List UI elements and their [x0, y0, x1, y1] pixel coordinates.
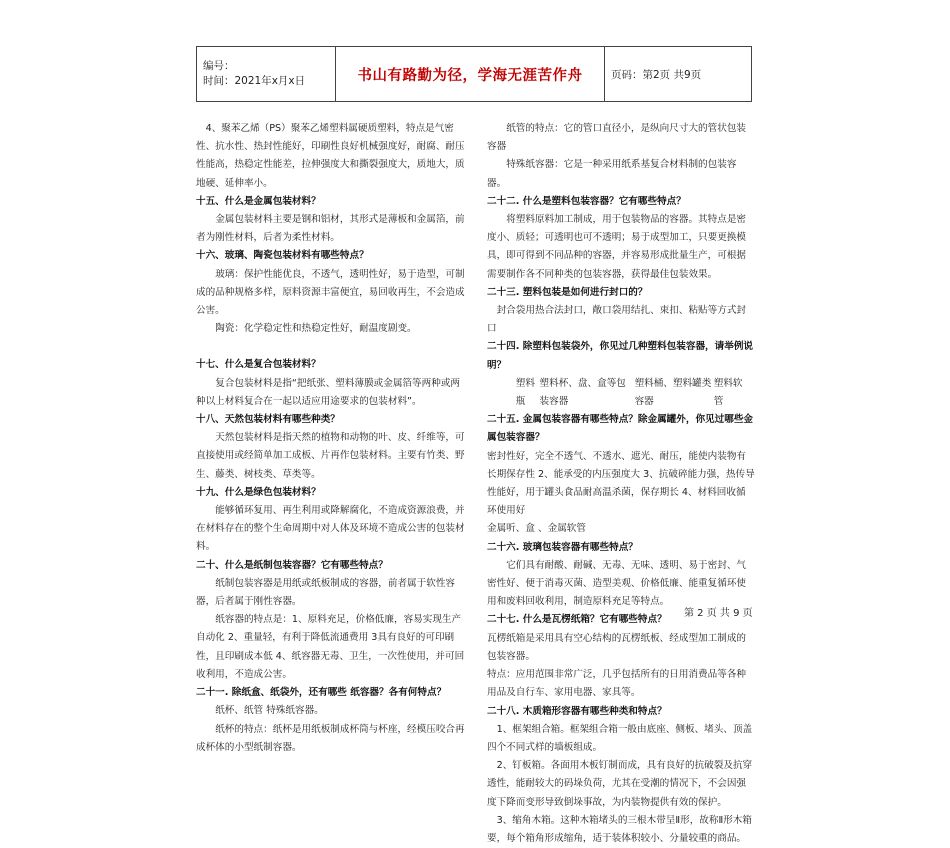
list-item: 塑料桶、塑料罐类容器: [634, 377, 712, 408]
left-column: [196, 120, 466, 757]
paragraph: 2、钉板箱。各面用木板钉制而成，具有良好的抗破裂及抗穿透性，能耐较大的码垛负荷，尤其在受潮的情况下，不会因强度下降而变形导致倒垛事故，为内装物提供有效的保护。: [487, 760, 753, 808]
paragraph: 1、框架组合箱。框架组合箱一般由底座、侧板、堵头、顶盖四个不同式样的墙板组成。: [487, 723, 753, 753]
section-heading: 十九、什么是绿色包装材料？: [196, 486, 321, 498]
paragraph: 复合包装材料是指“把纸张、塑料薄膜或金属箔等两种或两种以上材料复合在一起以适应用途要求的包装材料”。: [196, 377, 461, 407]
right-column: [487, 120, 755, 848]
section-heading: 二十二. 什么是塑料包装容器？它有哪些特点？: [487, 195, 686, 207]
spacer: [196, 338, 466, 356]
paragraph: 纸杯的特点：纸杯是用纸板制成杯筒与杯座，经模压咬合再成杯体的小型纸制容器。: [196, 723, 465, 753]
header-meta-cell: [197, 47, 336, 102]
section-heading: 十五、什么是金属包装材料？: [196, 195, 321, 207]
section-heading: 二十七. 什么是瓦楞纸箱？它有哪些特点？: [487, 614, 667, 626]
list-item: 塑料杯、盘、盒等包装容器: [539, 377, 626, 408]
paragraph: 纸杯、纸管 特殊纸容器。: [215, 705, 324, 717]
paragraph: 能够循环复用、再生利用或降解腐化，不造成资源浪费，并在材料存在的整个生命周期中对人体及环境不造成公害的包装材料。: [196, 505, 465, 553]
paragraph: 它们具有耐酸、耐碱、无毒、无味、透明、易于密封、气密性好、便于消毒灭菌、造型美观、价格低廉、能重复循环使用和废料回收利用，制造原料充足等特点。: [487, 559, 747, 608]
section-heading: 十六、玻璃、陶瓷包装材料有哪些特点？: [196, 250, 369, 262]
paragraph: 天然包装材料是指天然的植物和动物的叶、皮、纤维等，可直接使用或经简单加工成板、片再作包装材料。主要有竹类、野生、藤类、树枝类、草类等。: [196, 432, 465, 480]
list-item: 塑料软管: [713, 377, 743, 408]
section-heading: 二十、什么是纸制包装容器？它有哪些特点？: [196, 559, 388, 571]
section-heading: 二十八. 木质箱形容器有哪些种类和特点？: [487, 705, 667, 717]
paragraph: 纸容器的特点是：1、原料充足，价格低廉，容易实现生产自动化 2、重量轻，有利于降低流通费用 3具有良好的可印刷性，且印刷成本低 4、纸容器无毒、卫生，一次性使用，并可回收利用，不造成公害。: [196, 614, 465, 680]
serial-label: 编号：: [203, 60, 235, 72]
section-heading: 二十三. 塑料包装是如何进行封口的？: [487, 286, 648, 298]
paragraph: 陶瓷：化学稳定性和热稳定性好，耐温度剧变。: [215, 323, 417, 335]
page-footer: 第 2 页 共 9 页: [684, 608, 753, 619]
paragraph: 3、缩角木箱。这种木箱堵头的三根木带呈Ⅱ形，故称Ⅱ形木箱要，每个箱角形成缩角，适于装体积较小、分量较重的商品。: [487, 814, 752, 844]
paragraph: 密封性好，完全不透气、不透水、遮光、耐压，能使内装物有长期保存性 2、能承受的内压强度大 3、抗破碎能力强，热传导性能好，用于罐头食品耐高温杀菌，保存期长 4、材料回收循环使用好: [487, 450, 755, 517]
section-heading: 十七、什么是复合包装材料？: [196, 359, 321, 371]
paragraph: 玻璃：保护性能优良，不透气，透明性好，易于造型，可制成的品种规格多样，原料资源丰富便宜，易回收再生，不会造成公害。: [196, 268, 465, 317]
paragraph: 纸管的特点：它的管口直径小，是纵向尺寸大的管状包装容器: [487, 123, 747, 153]
header-motto: 书山有路勤为径，学海无涯苦作舟: [336, 47, 605, 102]
header-page-number: 页码：第2页 共9页: [605, 47, 752, 102]
paragraph: 瓦楞纸箱是采用具有空心结构的瓦楞纸板、经成型加工制成的包装容器。: [487, 632, 747, 662]
paragraph: 封合袋用热合法封口，敞口袋用结扎、束扣、粘贴等方式封口: [487, 305, 747, 335]
paragraph: 特点：应用范围非常广泛，几乎包括所有的日用消费品等各种用品及自行车、家用电器、家具等。: [487, 669, 747, 699]
section-heading: 二十一. 除纸盒、纸袋外，还有哪些 纸容器？各有何特点？: [196, 687, 447, 699]
date-label: 时间：2021年x月x日: [203, 75, 306, 87]
header-table: [196, 46, 752, 102]
section-heading: 二十四. 除塑料包装袋外，你见过几种塑料包装容器，请举例说明？: [487, 341, 754, 371]
paragraph: 特殊纸容器：它是一种采用纸系基复合材料制的包装容器。: [487, 159, 737, 189]
paragraph: 金属包装材料主要是钢和铝材，其形式是薄板和金属箔，前者为刚性材料，后者为柔性材料。: [196, 214, 465, 244]
paragraph: 金属听、盒 、金属软管: [487, 523, 586, 535]
container-type-list: [487, 375, 755, 411]
paragraph: 纸制包装容器是用纸或纸板制成的容器，前者属于软性容器，后者属于刚性容器。: [196, 577, 456, 608]
paragraph: 将塑料原料加工制成，用于包装物品的容器。其特点是密度小、质轻；可透明也可不透明；易于成型加工，只要更换模具，即可得到不同品种的容器，并容易形成批量生产，可根据需要制作各不同种类的包装容器，获得最佳包装效果。: [487, 214, 747, 280]
section-heading: 十八、天然包装材料有哪些种类？: [196, 414, 340, 426]
list-item: 塑料瓶: [515, 377, 535, 408]
paragraph: 4、聚苯乙烯（PS）聚苯乙烯塑料属硬质塑料，特点是气密性、抗水性、热封性能好，印刷性良好机械强度好，耐腐、耐压性能高，热稳定性能差，拉伸强度大和撕裂强度大，质地大，质地硬、延伸率小。: [196, 123, 465, 189]
section-heading: 二十六. 玻璃包装容器有哪些特点？: [487, 541, 638, 553]
section-heading: 二十五. 金属包装容器有哪些特点？除金属罐外，你见过哪些金属包装容器？: [487, 414, 754, 444]
